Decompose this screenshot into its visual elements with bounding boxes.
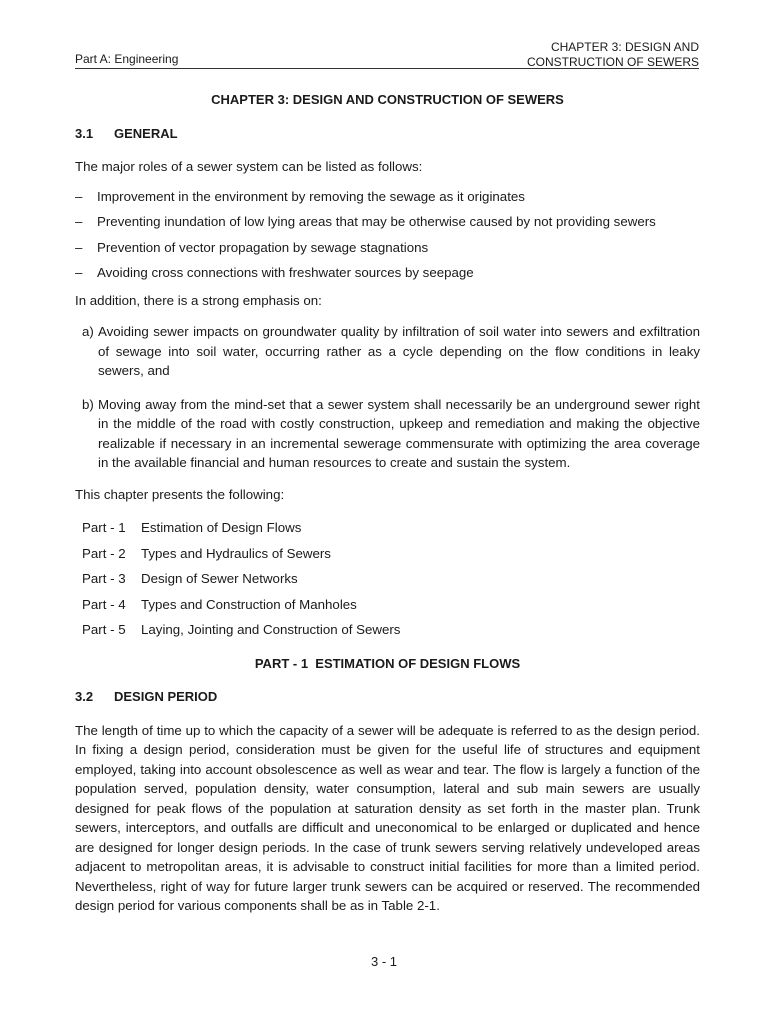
list-item bbox=[82, 518, 700, 538]
part-label: Part - 5 bbox=[82, 622, 126, 637]
item-text: Avoiding sewer impacts on groundwater quality by infiltration of soil water into sewers and exfiltration of sewage into soil water, occurring rather as a cycle depending on the flow conditions in leaky sewers, and bbox=[98, 324, 700, 378]
parts-list bbox=[82, 518, 700, 640]
list-item: – Avoiding cross connections with freshwater sources by seepage bbox=[75, 263, 700, 283]
section-number: 3.1 bbox=[75, 125, 94, 141]
running-header-left: Part A: Engineering bbox=[75, 52, 179, 66]
header-rule bbox=[75, 68, 699, 69]
part-label: Part - 4 bbox=[82, 596, 126, 612]
section-title: DESIGN PERIOD bbox=[114, 689, 218, 704]
list-item bbox=[82, 569, 700, 589]
section-title: GENERAL bbox=[114, 125, 178, 141]
page-content bbox=[75, 90, 700, 916]
running-header-right-line2: CONSTRUCTION OF SEWERS bbox=[526, 55, 699, 69]
list-item: – Preventing inundation of low lying areas that may be otherwise caused by not providing sewers bbox=[75, 212, 700, 232]
roles-list bbox=[75, 187, 700, 283]
emphasis-intro: In addition, there is a strong emphasis on: bbox=[75, 292, 322, 308]
emphasis-item-a bbox=[82, 322, 700, 381]
section-heading-general bbox=[75, 124, 700, 144]
part-title: Laying, Jointing and Construction of Sewers bbox=[141, 622, 401, 637]
part-title: Design of Sewer Networks bbox=[141, 571, 298, 586]
intro-paragraph: The major roles of a sewer system can be listed as follows: bbox=[75, 159, 423, 174]
part-label: Part - 2 bbox=[82, 545, 126, 561]
part-label: Part - 1 bbox=[82, 520, 126, 535]
item-label: a) bbox=[82, 324, 94, 339]
part-label: Part - 3 bbox=[82, 571, 126, 586]
running-header-right bbox=[527, 40, 699, 70]
chapter-title: CHAPTER 3: DESIGN AND CONSTRUCTION OF SEWERS bbox=[211, 92, 564, 107]
part1-heading: PART - 1 ESTIMATION OF DESIGN FLOWS bbox=[254, 655, 521, 671]
part-title: Types and Hydraulics of Sewers bbox=[141, 545, 331, 561]
section-heading-design-period bbox=[75, 687, 700, 707]
item-text: Moving away from the mind-set that a sewer system shall necessarily be an underground sewer right in the middle of the road with costly construction, upkeep and remediation and making the objective realizable if necessary in an incremental sewerage commensurate with optimizing the area coverage in the available financial and human resources to create and sustain the system. bbox=[98, 396, 700, 470]
item-label: b) bbox=[82, 396, 94, 412]
page-number: 3 - 1 bbox=[370, 954, 397, 969]
list-item: – Improvement in the environment by removing the sewage as it originates bbox=[75, 187, 700, 207]
emphasis-item-b bbox=[82, 395, 700, 473]
list-item: – Prevention of vector propagation by sewage stagnations bbox=[75, 238, 700, 258]
running-header-right-line1: CHAPTER 3: DESIGN AND bbox=[550, 40, 699, 54]
design-period-paragraph: The length of time up to which the capacity of a sewer will be adequate is referred to as the design period. In fixing a design period, consideration must be given for the useful life of structures and equipment employed, taking into account obsolescence as well as wear and tear. The flow is largely a function of the population served, population density, water consumption, lateral and sub main sewers are usually designed for peak flows of the population at saturation density as set forth in the master plan. Trunk sewers, interceptors, and outfalls are difficult and uneconomical to be enlarged or duplicated and hence are designed for longer design periods. In the case of trunk sewers serving relatively undeveloped areas adjacent to metropolitan areas, it is advisable to construct initial facilities for more than a limited period. Nevertheless, right of way for future larger trunk sewers can be acquired or reserved. The recommended design period for various components shall be as in Table 2-1. bbox=[75, 722, 700, 913]
section-number: 3.2 bbox=[75, 689, 94, 704]
part-title: Estimation of Design Flows bbox=[141, 520, 302, 535]
chapter-presents: This chapter presents the following: bbox=[75, 486, 285, 502]
list-item bbox=[82, 620, 700, 640]
part-title: Types and Construction of Manholes bbox=[141, 596, 357, 612]
list-item bbox=[82, 595, 700, 615]
list-item bbox=[82, 544, 700, 564]
